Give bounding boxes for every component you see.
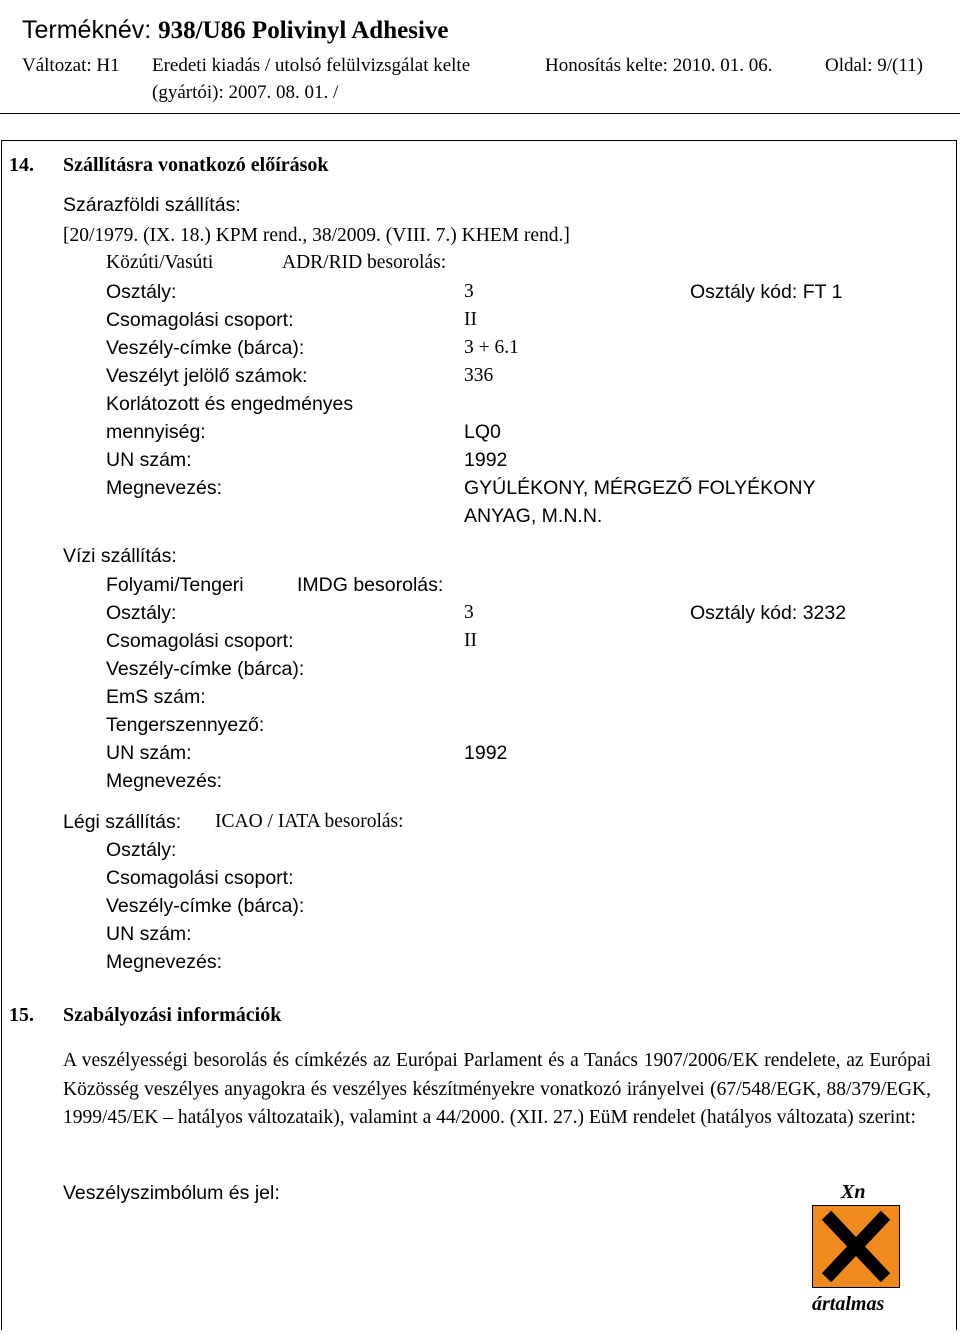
- air-un-label: UN szám:: [106, 923, 192, 945]
- road-hazard-no-value: 336: [464, 365, 494, 386]
- product-name: 938/U86 Polivinyl Adhesive: [158, 17, 449, 44]
- water-class-label: Osztály:: [106, 602, 177, 624]
- road-hazard-no-label: Veszélyt jelölő számok:: [106, 365, 308, 387]
- harmful-x-icon: [812, 1205, 900, 1288]
- water-ems-label: EmS szám:: [106, 686, 206, 708]
- road-class-code: Osztály kód: FT 1: [690, 281, 843, 303]
- product-title: [22, 16, 448, 45]
- section14-number: 14.: [9, 154, 34, 176]
- water-transport-label: Vízi szállítás:: [63, 545, 177, 567]
- section15-number: 15.: [9, 1004, 34, 1026]
- regulatory-paragraph: A veszélyességi besorolás és címkézés az Európai Parlament és a Tanács 1907/2006/EK rendelete, az Európai Közösség veszélyes anyagokra és veszélyes készítményekre vonatkozó irányelvei (67/548/EGK, 88/379/EGK, 1999/45/EK – hatályos változataik), valamint a 44/2000. (XII. 27.) EüM rendelet (hatályos változata) szerint:: [63, 1050, 931, 1128]
- road-class-label: Osztály:: [106, 281, 177, 303]
- section14-title: Szállításra vonatkozó előírások: [63, 154, 329, 176]
- hazard-symbol-code: Xn: [841, 1181, 866, 1203]
- air-packing-label: Csomagolási csoport:: [106, 867, 294, 889]
- localization-date: Honosítás kelte: 2010. 01. 06.: [545, 55, 773, 76]
- road-classification: ADR/RID besorolás:: [282, 252, 447, 273]
- air-class-label: Osztály:: [106, 839, 177, 861]
- road-packing-label: Csomagolási csoport:: [106, 309, 294, 331]
- air-label-label: Veszély-címke (bárca):: [106, 895, 305, 917]
- road-label-label: Veszély-címke (bárca):: [106, 337, 305, 359]
- water-class-code: Osztály kód: 3232: [690, 602, 847, 624]
- water-un-value: 1992: [464, 742, 508, 764]
- road-mode: Közúti/Vasúti: [106, 252, 214, 273]
- water-pollutant-label: Tengerszennyező:: [106, 714, 265, 736]
- land-transport-label: Szárazföldi szállítás:: [63, 194, 241, 216]
- original-issue-line2: (gyártói): 2007. 08. 01. /: [152, 82, 339, 103]
- road-class-value: 3: [464, 281, 474, 302]
- water-packing-value: II: [464, 630, 477, 651]
- section15-title: Szabályozási információk: [63, 1004, 282, 1026]
- water-name-label: Megnevezés:: [106, 770, 222, 792]
- road-label-value: 3 + 6.1: [464, 337, 519, 358]
- product-label: Terméknév:: [22, 16, 152, 44]
- hazard-symbol-label: Veszélyszimbólum és jel:: [63, 1182, 280, 1204]
- water-class-value: 3: [464, 602, 474, 623]
- water-un-label: UN szám:: [106, 742, 192, 764]
- road-name-value-2: ANYAG, M.N.N.: [464, 505, 603, 527]
- road-name-label: Megnevezés:: [106, 477, 222, 499]
- road-name-value-1: GYÚLÉKONY, MÉRGEZŐ FOLYÉKONY: [464, 477, 816, 499]
- air-name-label: Megnevezés:: [106, 951, 222, 973]
- air-transport-label: Légi szállítás:: [63, 811, 182, 833]
- header-divider: [0, 113, 960, 114]
- water-packing-label: Csomagolási csoport:: [106, 630, 294, 652]
- road-un-label: UN szám:: [106, 449, 192, 471]
- harmful-x-glyph: [813, 1206, 899, 1287]
- water-mode: Folyami/Tengeri: [106, 574, 244, 596]
- land-regulation: [20/1979. (IX. 18.) KPM rend., 38/2009. (VIII. 7.) KHEM rend.]: [63, 225, 570, 246]
- hazard-symbol-name: ártalmas: [812, 1293, 885, 1315]
- air-classification: ICAO / IATA besorolás:: [215, 811, 404, 832]
- road-limited-label-1: Korlátozott és engedményes: [106, 393, 354, 415]
- original-issue-line1: Eredeti kiadás / utolsó felülvizsgálat kelte: [152, 55, 471, 76]
- water-classification: IMDG besorolás:: [297, 574, 444, 596]
- road-limited-label-2: mennyiség:: [106, 421, 206, 443]
- version: Változat: H1: [22, 55, 120, 76]
- water-label-label: Veszély-címke (bárca):: [106, 658, 305, 680]
- road-un-value: 1992: [464, 449, 508, 471]
- road-packing-value: II: [464, 309, 477, 330]
- road-limited-value: LQ0: [464, 421, 501, 443]
- page-number: Oldal: 9/(11): [825, 55, 923, 76]
